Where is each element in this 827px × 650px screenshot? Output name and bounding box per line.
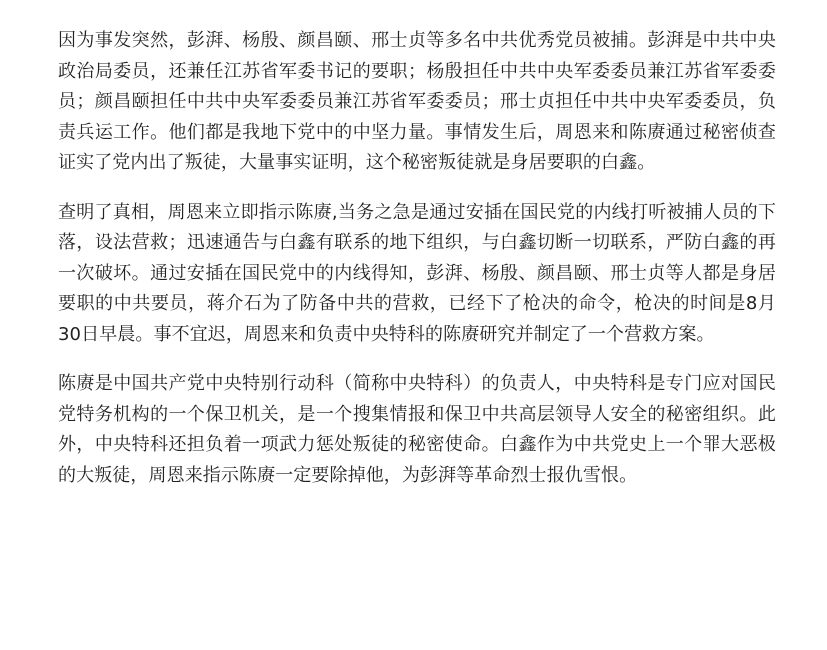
paragraph-3: 陈赓是中国共产党中央特别行动科（简称中央特科）的负责人，中央特科是专门应对国民党特务机构的一个保卫机关，是一个搜集情报和保卫中共高层领导人安全的秘密组织。此外，中央特科还担负着一项武力惩处叛徒的秘密使命。白鑫作为中共党史上一个罪大恶极的大叛徒，周恩来指示陈赓一定要除掉他，为彭湃等革命烈士报仇雪恨。	[58, 373, 776, 486]
paragraph-2: 查明了真相，周恩来立即指示陈赓,当务之急是通过安插在国民党的内线打听被捕人员的下落，设法营救；迅速通告与白鑫有联系的地下组织，与白鑫切断一切联系，严防白鑫的再一次破坏。通过安插在国民党中的内线得知，彭湃、杨殷、颜昌颐、邢士贞等人都是身居要职的中共要员，蒋介石为了防备中共的营救，已经下了枪决的命令，枪决的时间是8月30日早晨。事不宜迟，周恩来和负责中央特科的陈赓研究并制定了一个营救方案。	[58, 201, 776, 345]
article-body	[58, 26, 776, 510]
paragraph-1: 因为事发突然，彭湃、杨殷、颜昌颐、邢士贞等多名中共优秀党员被捕。彭湃是中共中央政治局委员，还兼任江苏省军委书记的要职；杨殷担任中共中央军委委员兼江苏省军委委员；颜昌颐担任中共中央军委委员兼江苏省军委委员；邢士贞担任中共中央军委委员，负责兵运工作。他们都是我地下党中的中坚力量。事情发生后，周恩来和陈赓通过秘密侦查证实了党内出了叛徒，大量事实证明，这个秘密叛徒就是身居要职的白鑫。	[58, 30, 776, 173]
